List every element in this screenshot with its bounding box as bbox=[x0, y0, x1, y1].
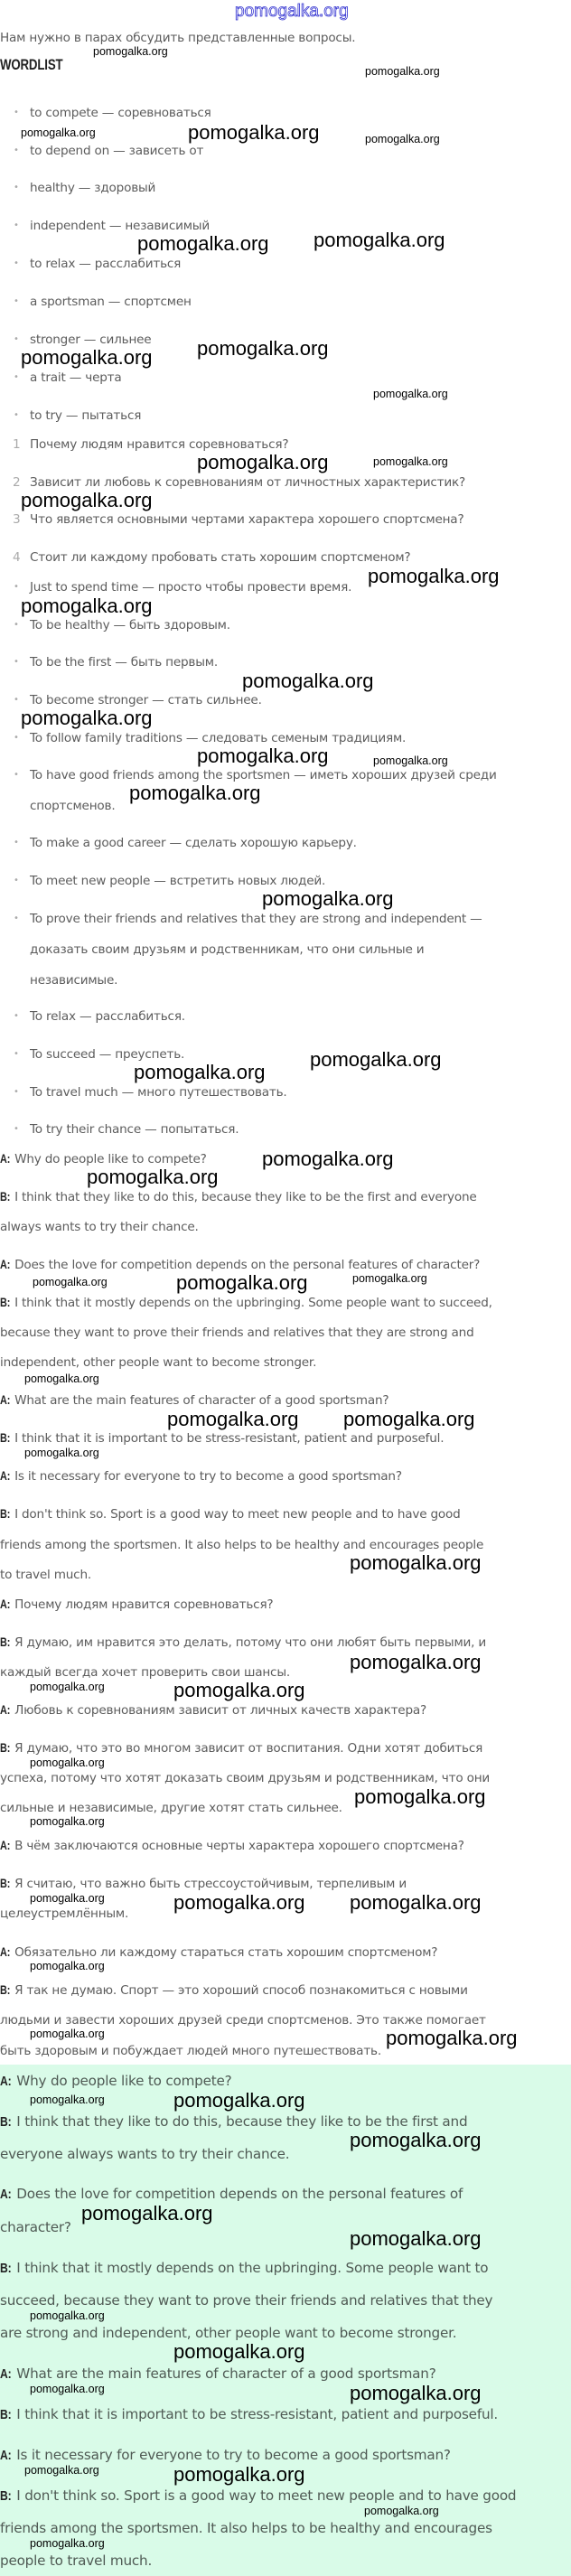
dialogue-line bbox=[0, 1257, 571, 1273]
idea-item-text: To make a good career — сделать хорошую карьеру. bbox=[30, 836, 357, 850]
dialogue-line bbox=[0, 2112, 571, 2131]
watermark-text: pomogalka.org bbox=[262, 887, 394, 910]
dialogue-text: Does the love for competition depends on the personal features of bbox=[16, 2186, 463, 2202]
dialogue-text: Does the love for competition depends on the personal features of character? bbox=[14, 1258, 481, 1272]
idea-item-text: To follow family traditions — следовать семеным традициям. bbox=[30, 731, 407, 745]
watermark-text: pomogalka.org bbox=[24, 2464, 99, 2477]
dialogue-text: I think that they like to do this, because they like to be the first and bbox=[16, 2113, 468, 2130]
bullet-icon: • bbox=[14, 913, 19, 923]
dialogue-text: людьми и завести хороших друзей среди спортсменов. Это также помогает bbox=[0, 2013, 486, 2028]
wordlist-item-text: to try — пытаться bbox=[30, 408, 142, 423]
watermark-text: pomogalka.org bbox=[30, 2383, 105, 2395]
bullet-icon: • bbox=[14, 334, 19, 344]
dialogue-line bbox=[0, 1147, 571, 1170]
bullet-icon: • bbox=[14, 1011, 19, 1021]
dialogue-line bbox=[0, 1430, 571, 1447]
speaker-label: B: bbox=[0, 1635, 11, 1649]
watermark-text: pomogalka.org bbox=[21, 489, 153, 511]
watermark-text: pomogalka.org bbox=[93, 45, 168, 58]
dialogue-line bbox=[0, 2487, 571, 2506]
dialogue-line-continuation bbox=[0, 2145, 571, 2163]
speaker-label: A: bbox=[0, 1703, 11, 1717]
speaker-label: B: bbox=[0, 2261, 12, 2276]
watermark-text: pomogalka.org bbox=[24, 1372, 99, 1385]
dialogue-line bbox=[0, 2185, 571, 2204]
watermark-text: pomogalka.org bbox=[352, 1272, 427, 1285]
dialogue-line bbox=[0, 2259, 571, 2278]
watermark-text: pomogalka.org bbox=[24, 1447, 99, 1459]
dialogue-text: What are the main features of character of a good sportsman? bbox=[14, 1393, 389, 1408]
wordlist-item-text: healthy — здоровый bbox=[30, 181, 156, 195]
watermark-text: pomogalka.org bbox=[30, 2309, 105, 2322]
dialogue-line-continuation bbox=[0, 2012, 571, 2028]
wordlist-item-text: stronger — сильнее bbox=[30, 333, 152, 347]
dialogue-line-continuation bbox=[0, 2552, 571, 2570]
watermark-text: pomogalka.org bbox=[21, 126, 96, 139]
dialogue-text: В чём заключаются основные черты характера хорошего спортсмена? bbox=[14, 1839, 464, 1853]
dialogue-line bbox=[0, 1944, 571, 1961]
dialogue-line bbox=[0, 2072, 571, 2091]
watermark-text: pomogalka.org bbox=[373, 754, 448, 767]
dialogue-line bbox=[0, 1838, 571, 1854]
dialogue-text: What are the main features of character of a good sportsman? bbox=[16, 2365, 436, 2382]
dialogue-text: I don't think so. Sport is a good way to meet new people and to have good bbox=[16, 2487, 517, 2504]
dialogue-text: Why do people like to compete? bbox=[16, 2073, 232, 2089]
dialogue-text: Я думаю, им нравится это делать, потому что они любят быть первыми, и bbox=[14, 1635, 487, 1650]
idea-item-text: To travel much — много путешествовать. bbox=[30, 1085, 287, 1100]
speaker-label: B: bbox=[0, 2114, 12, 2130]
dialogue-text: быть здоровым и побуждает людей много путешествовать. bbox=[0, 2044, 381, 2058]
dialogue-text: always wants to try their chance. bbox=[0, 1220, 199, 1234]
question-text: Стоит ли каждому пробовать стать хорошим спортсменом? bbox=[30, 550, 411, 565]
dialogue-line-continuation bbox=[0, 1800, 571, 1816]
bullet-icon: • bbox=[14, 770, 19, 780]
dialogue-line bbox=[0, 2446, 571, 2465]
question-number: 2 bbox=[13, 475, 21, 490]
watermark-text: pomogalka.org bbox=[137, 232, 269, 255]
speaker-label: B: bbox=[0, 2407, 12, 2422]
watermark-text: pomogalka.org bbox=[21, 595, 153, 617]
bullet-icon: • bbox=[14, 145, 19, 155]
idea-item-text: To prove their friends and relatives that they are strong and independent — bbox=[30, 912, 482, 926]
instruction-text: Нам нужно в парах обсудить представленные вопросы. bbox=[0, 31, 356, 45]
watermark-text: pomogalka.org bbox=[30, 1756, 105, 1769]
dialogue-text: because they want to prove their friends and relatives that they are strong and bbox=[0, 1325, 474, 1340]
dialogue-line bbox=[0, 1702, 571, 1719]
watermark-text: pomogalka.org bbox=[87, 1166, 219, 1188]
watermark-text: pomogalka.org bbox=[242, 670, 374, 692]
dialogue-line bbox=[0, 1468, 571, 1485]
dialogue-text: I think that it mostly depends on the upbringing. Some people want to succeed, bbox=[14, 1296, 492, 1310]
watermark-text: pomogalka.org bbox=[188, 121, 320, 144]
idea-item-text: To be healthy — быть здоровым. bbox=[30, 618, 230, 632]
watermark-text: pomogalka.org bbox=[310, 1048, 442, 1071]
wordlist-item-text: to compete — соревноваться bbox=[30, 106, 211, 120]
watermark-text: pomogalka.org bbox=[173, 2089, 305, 2112]
watermark-text: pomogalka.org bbox=[167, 1408, 299, 1430]
dialogue-text: Я считаю, что важно быть стрессоустойчивым, терпеливым и bbox=[14, 1877, 407, 1891]
watermark-text: pomogalka.org bbox=[197, 451, 329, 473]
wordlist-item-text: a sportsman — спортсмен bbox=[30, 295, 192, 309]
dialogue-line-continuation bbox=[0, 1219, 571, 1235]
dialogue-line-continuation bbox=[0, 2519, 571, 2537]
watermark-text: pomogalka.org bbox=[173, 1679, 305, 1701]
dialogue-text: independent, other people want to become stronger. bbox=[0, 1355, 317, 1370]
watermark-text: pomogalka.org bbox=[30, 2537, 105, 2550]
dialogue-text: are strong and independent, other people want to become stronger. bbox=[0, 2325, 457, 2341]
watermark-text: pomogalka.org bbox=[30, 2028, 105, 2040]
idea-item-text: To be the first — быть первым. bbox=[30, 655, 218, 670]
watermark-text: pomogalka.org bbox=[21, 346, 153, 369]
speaker-label: B: bbox=[0, 1507, 11, 1521]
dialogue-text: Я так не думаю. Спорт — это хороший способ познакомиться с новыми bbox=[14, 1983, 468, 1998]
wordlist-item-text: to depend on — зависеть от bbox=[30, 144, 204, 158]
dialogue-line bbox=[0, 1876, 571, 1892]
watermark-text: pomogalka.org bbox=[386, 2027, 518, 2049]
dialogue-text: I don't think so. Sport is a good way to meet new people and to have good bbox=[14, 1507, 461, 1522]
watermark-text: pomogalka.org bbox=[373, 455, 448, 468]
watermark-text: pomogalka.org bbox=[373, 388, 448, 400]
speaker-label: A: bbox=[0, 2448, 12, 2463]
question-number: 1 bbox=[13, 437, 21, 452]
dialogue-line bbox=[0, 1982, 571, 1999]
dialogue-text: friends among the sportsmen. It also helps to be healthy and encourages bbox=[0, 2520, 492, 2536]
dialogue-text: I think that it mostly depends on the upbringing. Some people want to bbox=[16, 2260, 489, 2276]
bullet-icon: • bbox=[14, 838, 19, 848]
dialogue-line-continuation bbox=[0, 2218, 571, 2236]
speaker-label: A: bbox=[0, 1839, 11, 1852]
speaker-label: B: bbox=[0, 1877, 11, 1890]
idea-item-text: To have good friends among the sportsmen — иметь хороших друзей среди bbox=[30, 768, 497, 782]
idea-item-text: To try their chance — попытаться. bbox=[30, 1122, 239, 1137]
watermark-text: pomogalka.org bbox=[197, 745, 329, 767]
idea-item-text: To meet new people — встретить новых людей. bbox=[30, 874, 326, 888]
dialogue-text: Любовь к соревнованиям зависит от личных качеств характера? bbox=[14, 1703, 427, 1718]
bullet-icon: • bbox=[14, 1049, 19, 1059]
dialogue-text: I think that it is important to be stress-resistant, patient and purposeful. bbox=[16, 2406, 499, 2422]
dialogue-line-continuation bbox=[0, 1906, 571, 1922]
watermark-text: pomogalka.org bbox=[365, 65, 440, 78]
dialogue-line-continuation bbox=[0, 2043, 571, 2059]
wordlist-heading: WORDLIST bbox=[0, 56, 63, 73]
speaker-label: B: bbox=[0, 1190, 11, 1204]
bullet-icon: • bbox=[14, 733, 19, 743]
bullet-icon: • bbox=[14, 657, 19, 667]
speaker-label: B: bbox=[0, 2488, 12, 2504]
question-number: 3 bbox=[13, 512, 21, 527]
bullet-icon: • bbox=[14, 410, 19, 420]
watermark-text: pomogalka.org bbox=[30, 1892, 105, 1905]
speaker-label: B: bbox=[0, 1741, 11, 1755]
watermark-text: pomogalka.org bbox=[173, 1891, 305, 1914]
watermark-text: pomogalka.org bbox=[314, 229, 445, 251]
watermark-text: pomogalka.org bbox=[81, 2202, 213, 2225]
bullet-icon: • bbox=[14, 183, 19, 192]
watermark-text: pomogalka.org bbox=[30, 1681, 105, 1693]
dialogue-text: Is it necessary for everyone to try to become a good sportsman? bbox=[14, 1469, 402, 1484]
dialogue-text: каждый всегда хочет проверить свои шансы. bbox=[0, 1665, 290, 1680]
bullet-icon: • bbox=[14, 108, 19, 117]
dialogue-text: успеха, потому что хотят доказать своим друзьям и родственникам, что они bbox=[0, 1771, 491, 1785]
dialogue-line bbox=[0, 1392, 571, 1409]
dialogue-text: I think that it is important to be stress-resistant, patient and purposeful. bbox=[14, 1431, 445, 1446]
question-text: Почему людям нравится соревноваться? bbox=[30, 437, 289, 452]
wordlist-item-text: independent — независимый bbox=[30, 219, 210, 233]
speaker-label: A: bbox=[0, 2074, 12, 2089]
bullet-icon: • bbox=[14, 258, 19, 268]
bullet-icon: • bbox=[14, 372, 19, 382]
dialogue-line bbox=[0, 1189, 571, 1205]
dialogue-line bbox=[0, 1597, 571, 1613]
dialogue-line-continuation bbox=[0, 1354, 571, 1371]
bullet-icon: • bbox=[14, 582, 19, 592]
dialogue-line bbox=[0, 1506, 571, 1522]
idea-item-text: To relax — расслабиться. bbox=[30, 1009, 185, 1024]
speaker-label: A: bbox=[0, 2366, 12, 2382]
watermark-text: pomogalka.org bbox=[350, 2382, 482, 2404]
watermark-text: pomogalka.org bbox=[365, 133, 440, 145]
dialogue-text: to travel much. bbox=[0, 1568, 91, 1582]
watermark-text: pomogalka.org bbox=[350, 1651, 482, 1673]
watermark-text: pomogalka.org bbox=[21, 707, 153, 729]
watermark-text: pomogalka.org bbox=[262, 1147, 394, 1170]
dialogue-line bbox=[0, 1295, 571, 1311]
idea-item-text: Just to spend time — просто чтобы провести время. bbox=[30, 580, 352, 595]
speaker-label: A: bbox=[0, 1945, 11, 1959]
watermark-text: pomogalka.org bbox=[350, 1551, 482, 1574]
speaker-label: A: bbox=[0, 1258, 11, 1271]
dialogue-text: people to travel much. bbox=[0, 2553, 153, 2569]
speaker-label: A: bbox=[0, 1597, 11, 1611]
dialogue-text: succeed, because they want to prove their friends and relatives that they bbox=[0, 2292, 493, 2309]
dialogue-text: целеустремлённым. bbox=[0, 1906, 129, 1921]
speaker-label: B: bbox=[0, 1983, 11, 1997]
dialogue-line bbox=[0, 2365, 571, 2384]
dialogue-text: everyone always wants to try their chance. bbox=[0, 2146, 290, 2162]
dialogue-line-continuation bbox=[0, 2324, 571, 2342]
idea-item-text: доказать своим друзьям и родственникам, что они сильные и bbox=[30, 942, 425, 957]
bullet-icon: • bbox=[14, 876, 19, 885]
dialogue-text: Why do people like to compete? bbox=[14, 1152, 207, 1166]
watermark-text: pomogalka.org bbox=[350, 2129, 482, 2151]
watermark-text: pomogalka.org bbox=[368, 565, 500, 587]
bullet-icon: • bbox=[14, 695, 19, 705]
dialogue-line bbox=[0, 2405, 571, 2424]
watermark-text: pomogalka.org bbox=[364, 2505, 439, 2517]
dialogue-line-continuation bbox=[0, 1770, 571, 1786]
question-text: Что является основными чертами характера хорошего спортсмена? bbox=[30, 512, 464, 527]
watermark-text: pomogalka.org bbox=[30, 2094, 105, 2106]
question-text: Зависит ли любовь к соревнованиям от личностных характеристик? bbox=[30, 475, 466, 490]
bullet-icon: • bbox=[14, 296, 19, 306]
dialogue-line bbox=[0, 1635, 571, 1651]
dialogue-text: character? bbox=[0, 2219, 71, 2235]
watermark-text: pomogalka.org bbox=[176, 1271, 308, 1294]
watermark-logo: pomogalka.org bbox=[235, 2, 349, 21]
dialogue-text: Почему людям нравится соревноваться? bbox=[14, 1597, 274, 1612]
dialogue-line-continuation bbox=[0, 1567, 571, 1583]
watermark-text: pomogalka.org bbox=[134, 1061, 266, 1083]
dialogue-text: Is it necessary for everyone to try to become a good sportsman? bbox=[16, 2447, 451, 2463]
watermark-text: pomogalka.org bbox=[33, 1276, 108, 1288]
watermark-text: pomogalka.org bbox=[350, 2227, 482, 2250]
idea-item-text: независимые. bbox=[30, 973, 118, 988]
idea-item-text: To become stronger — стать сильнее. bbox=[30, 693, 262, 707]
bullet-icon: • bbox=[14, 220, 19, 230]
speaker-label: A: bbox=[0, 1152, 11, 1166]
dialogue-line-continuation bbox=[0, 1664, 571, 1681]
watermark-text: pomogalka.org bbox=[350, 1891, 482, 1914]
speaker-label: A: bbox=[0, 1393, 11, 1407]
speaker-label: A: bbox=[0, 1469, 11, 1483]
dialogue-text: Я думаю, что это во многом зависит от воспитания. Одни хотят добиться bbox=[14, 1741, 483, 1756]
dialogue-text: сильные и независимые, другие хотят стать сильнее. bbox=[0, 1801, 342, 1815]
bullet-icon: • bbox=[14, 1124, 19, 1134]
speaker-label: B: bbox=[0, 1296, 11, 1309]
dialogue-text: Обязательно ли каждому стараться стать хорошим спортсменом? bbox=[14, 1945, 438, 1960]
dialogue-line-continuation bbox=[0, 1537, 571, 1553]
speaker-label: A: bbox=[0, 2187, 12, 2202]
question-number: 4 bbox=[13, 550, 21, 565]
idea-item-text: спортсменов. bbox=[30, 799, 116, 813]
watermark-text: pomogalka.org bbox=[354, 1785, 486, 1808]
speaker-label: B: bbox=[0, 1431, 11, 1445]
watermark-text: pomogalka.org bbox=[197, 337, 329, 360]
dialogue-line-continuation bbox=[0, 1325, 571, 1341]
watermark-text: pomogalka.org bbox=[30, 1815, 105, 1828]
dialogue-line-continuation bbox=[0, 2291, 571, 2309]
watermark-text: pomogalka.org bbox=[343, 1408, 475, 1430]
bullet-icon: • bbox=[14, 620, 19, 630]
dialogue-line bbox=[0, 1740, 571, 1756]
watermark-text: pomogalka.org bbox=[30, 1960, 105, 1972]
watermark-text: pomogalka.org bbox=[173, 2463, 305, 2486]
dialogue-text: I think that they like to do this, because they like to be the first and everyone bbox=[14, 1190, 477, 1204]
dialogue-text: friends among the sportsmen. It also helps to be healthy and encourages people bbox=[0, 1538, 484, 1552]
watermark-text: pomogalka.org bbox=[129, 782, 261, 804]
wordlist-item-text: a trait — черта bbox=[30, 370, 122, 385]
bullet-icon: • bbox=[14, 1087, 19, 1097]
wordlist-item-text: to relax — расслабиться bbox=[30, 257, 182, 271]
idea-item-text: To succeed — преуспеть. bbox=[30, 1047, 185, 1062]
watermark-text: pomogalka.org bbox=[173, 2340, 305, 2363]
